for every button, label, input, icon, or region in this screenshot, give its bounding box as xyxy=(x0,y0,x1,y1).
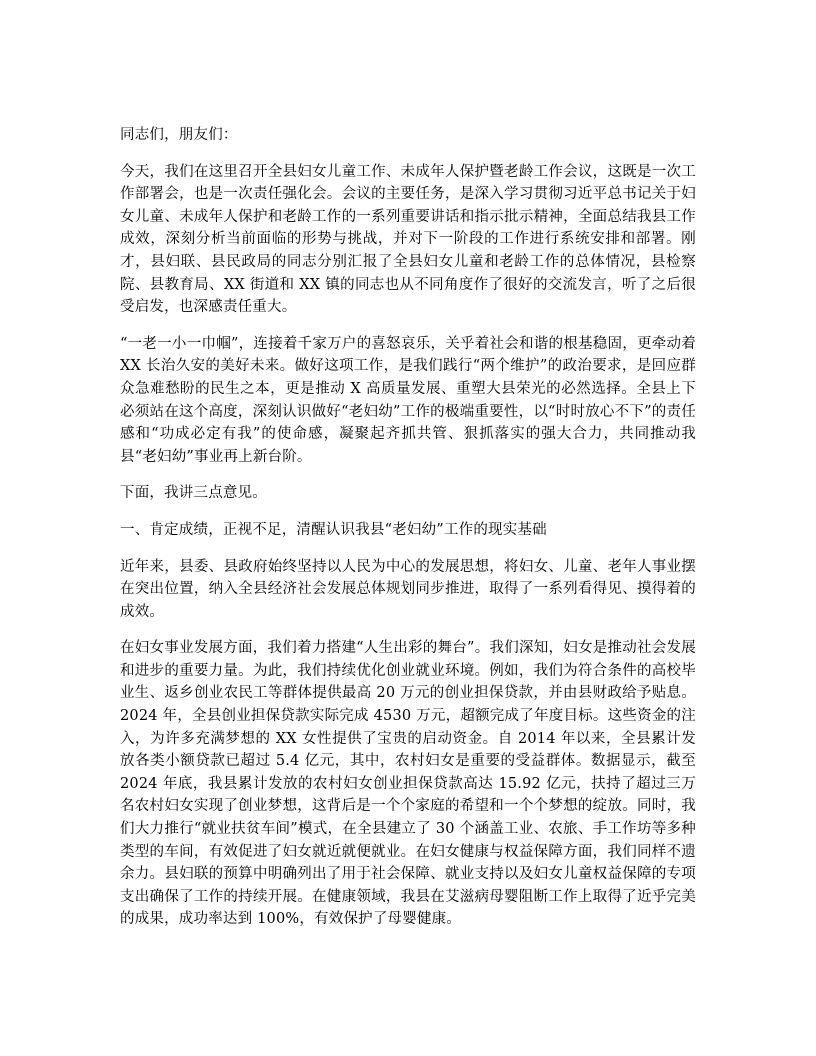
intro-paragraph: 今天，我们在这里召开全县妇女儿童工作、未成年人保护暨老龄工作会议，这既是一次工作部署会，也是一次责任强化会。会议的主要任务，是深入学习贯彻习近平总书记关于妇女儿童、未成年人保护和老龄工作的一系列重要讲话和指示批示精神，全面总结我县工作成效，深刻分析当前面临的形势与挑战，并对下一阶段的工作进行系统安排和部署。刚才，县妇联、县民政局的同志分别汇报了全县妇女儿童和老龄工作的总体情况，县检察院、县教育局、XX 街道和 XX 镇的同志也从不同角度作了很好的交流发言，听了之后很受启发，也深感责任重大。 xyxy=(120,163,696,316)
section-heading-1: 一、肯定成绩，正视不足，清醒认识我县“老妇幼”工作的现实基础 xyxy=(120,521,547,538)
achievements-paragraph: 近年来，县委、县政府始终坚持以人民为中心的发展思想，将妇女、儿童、老年人事业摆在突出位置，纳入全县经济社会发展总体规划同步推进，取得了一系列看得见、摸得着的成效。 xyxy=(120,558,696,620)
salutation: 同志们，朋友们： xyxy=(120,127,238,143)
women-development-paragraph: 在妇女事业发展方面，我们着力搭建“人生出彩的舞台”。我们深知，妇女是推动社会发展和进步的重要力量。为此，我们持续优化创业就业环境。例如，我们为符合条件的高校毕业生、返乡创业农民工等群体提供最高 20 万元的创业担保贷款，并由县财政给予贴息。2024 年，全县创业担保贷款实际完成 4530 万元，超额完成了年度目标。这些资金的注入，为许多充满梦想的 XX 女性提供了宝贵的启动资金。自 2014 年以来，全县累计发放各类小额贷款已超过 5.4 亿元，其中，农村妇女是重要的受益群体。数据显示，截至 2024 年底，我县累计发放的农村妇女创业担保贷款高达 15.92 亿元，扶持了超过三万名农村妇女实现了创业梦想，这背后是一个个家庭的希望和一个个梦想的绽放。同时，我们大力推行“就业扶贫车间”模式，在全县建立了 30 个涵盖工业、农旅、手工作坊等多种类型的车间，有效促进了妇女就近就便就业。在妇女健康与权益保障方面，我们同样不遗余力。县妇联的预算中明确列出了用于社会保障、就业支持以及妇女儿童权益保障的专项支出确保了工作的持续开展。在健康领域，我县在艾滋病母婴阻断工作上取得了近乎完美的成果，成功率达到 100%，有效保护了母婴健康。 xyxy=(120,640,696,928)
document-page xyxy=(120,124,696,945)
importance-paragraph: “一老一小一巾帼”，连接着千家万户的喜怒哀乐，关乎着社会和谐的根基稳固，更牵动着 XX 长治久安的美好未来。做好这项工作，是我们践行“两个维护”的政治要求，是回应群众急难愁盼的民生之本，更是推动 X 高质量发展、重塑大县荣光的必然选择。全县上下必须站在这个高度，深刻认识做好“老妇幼”工作的极端重要性，以“时时放心不下”的责任感和“功成必定有我”的使命感，凝聚起齐抓共管、狠抓落实的强大合力，共同推动我县“老妇幼”事业再上新台阶。 xyxy=(120,335,696,465)
transition-paragraph: 下面，我讲三点意见。 xyxy=(120,485,267,502)
